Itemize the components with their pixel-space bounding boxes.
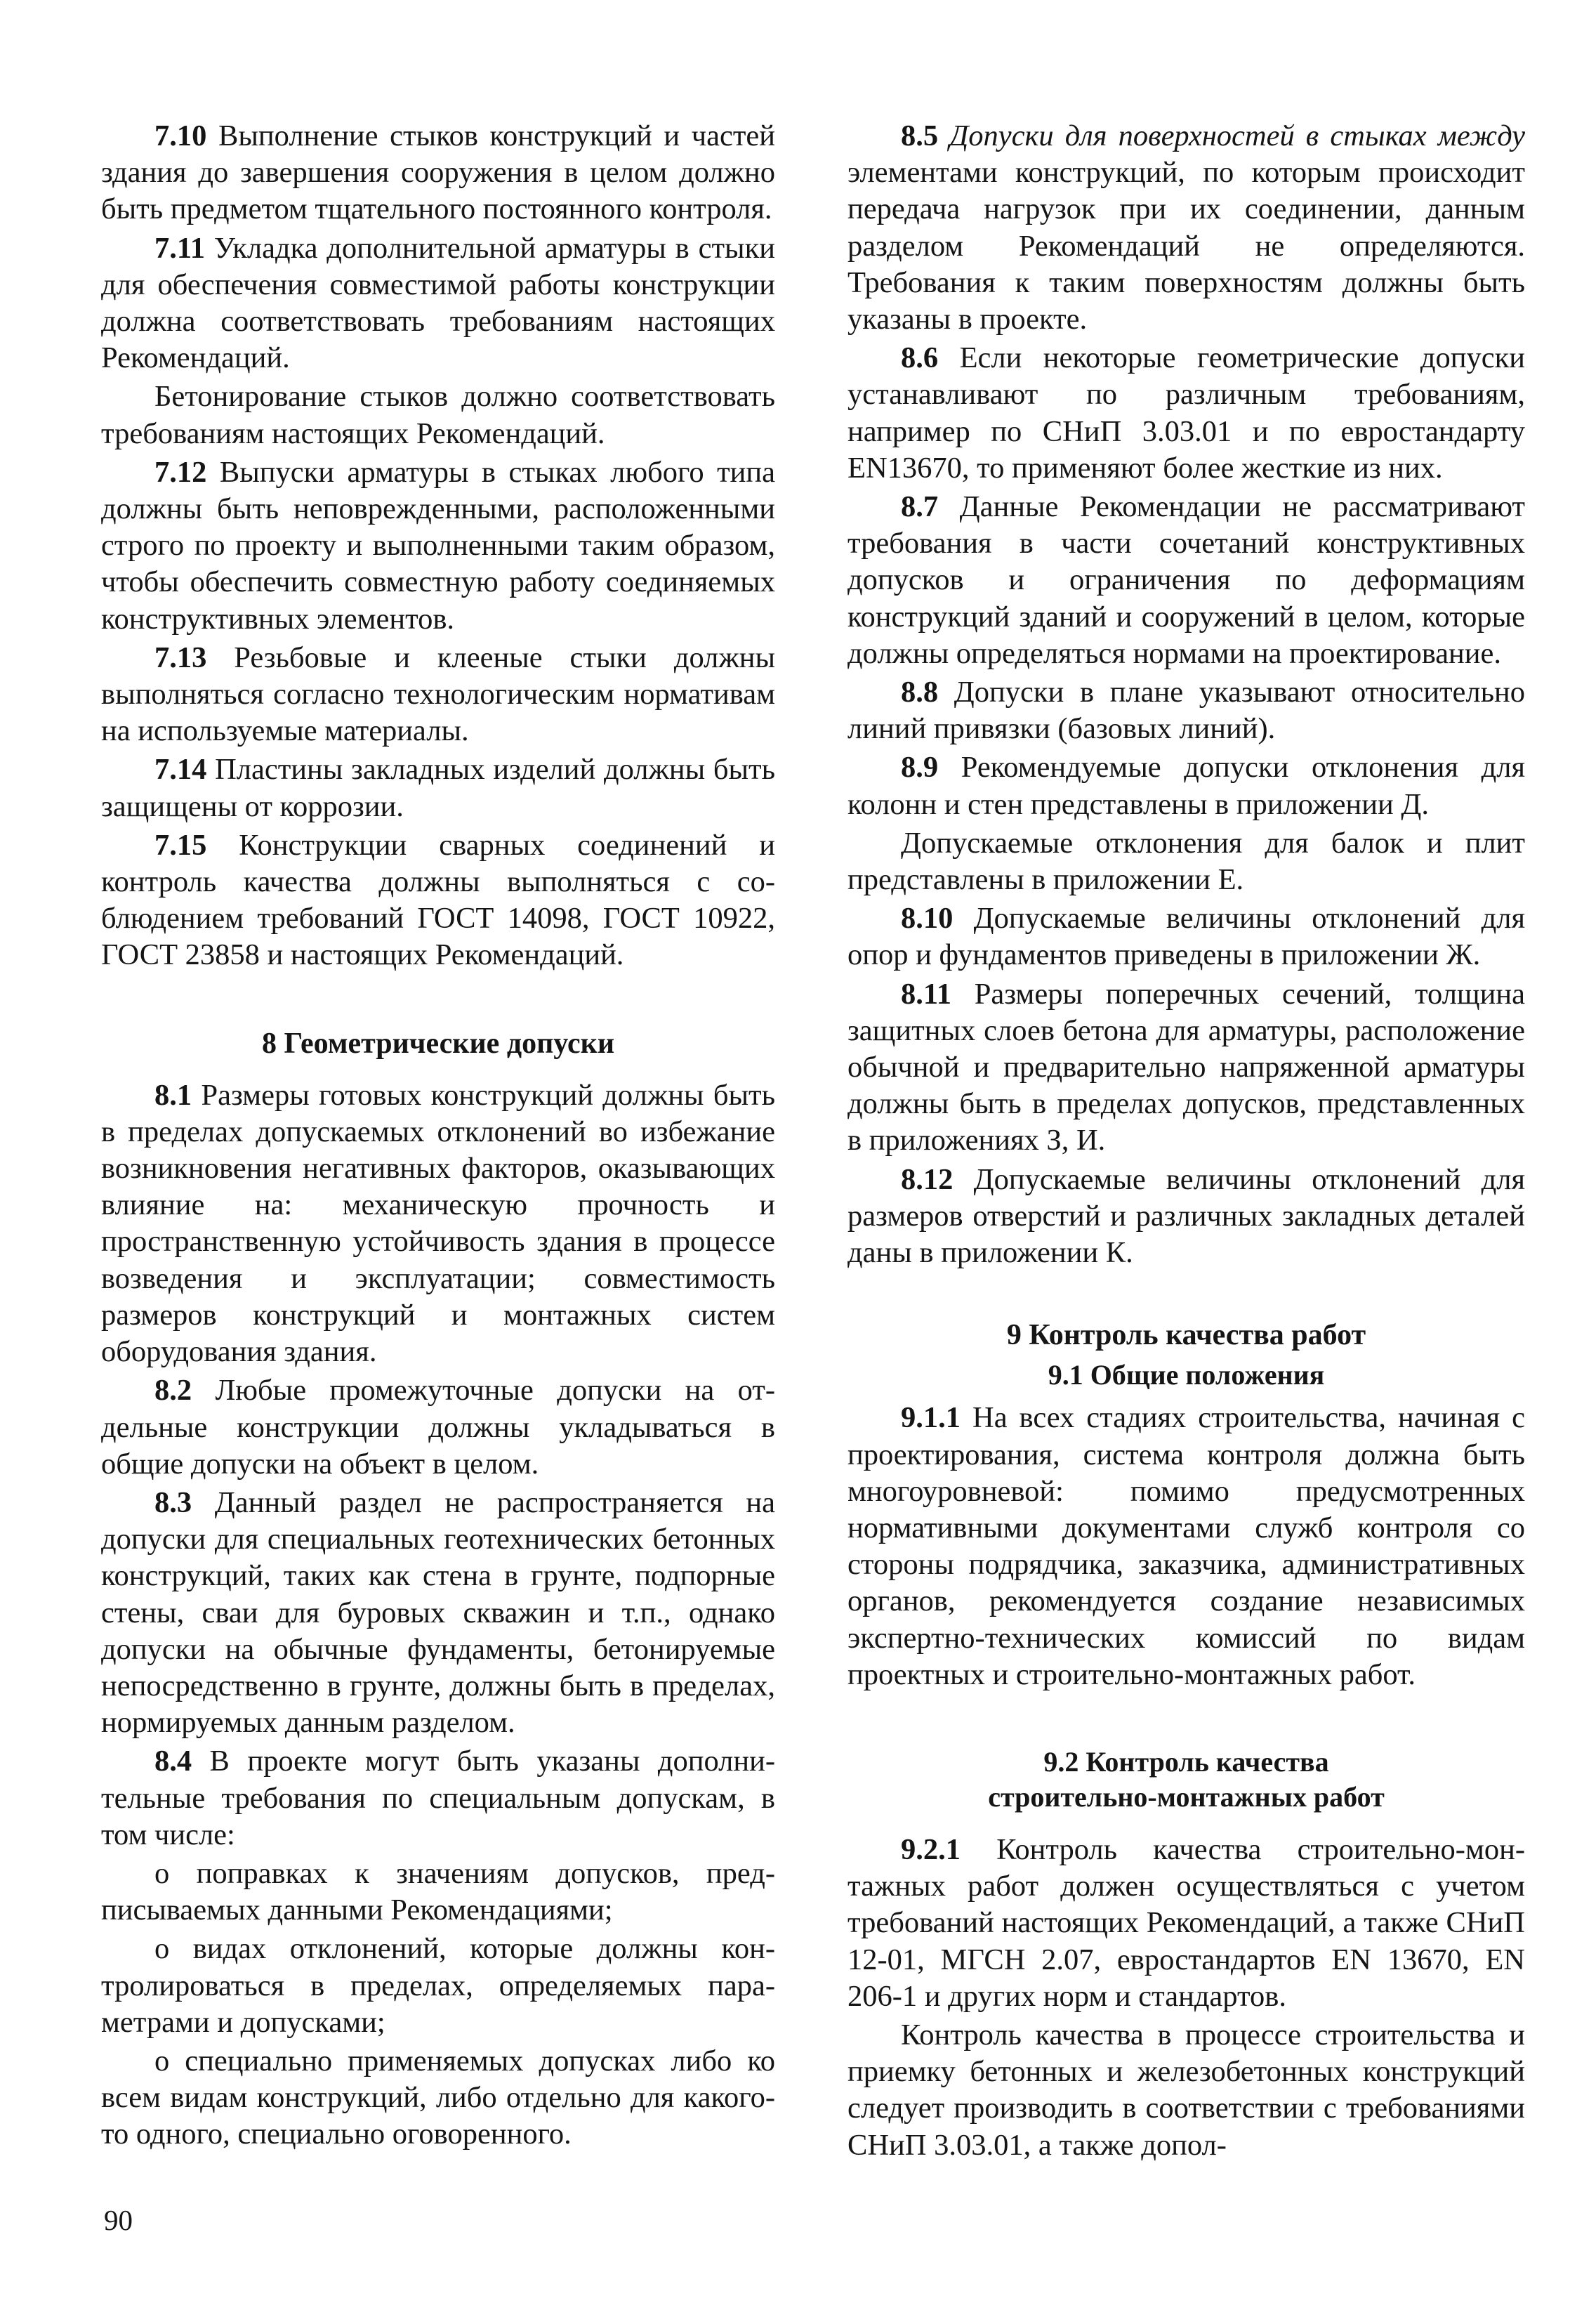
clause-number: 9.2.1	[901, 1832, 961, 1866]
paragraph	[101, 751, 775, 825]
paragraph	[101, 1485, 775, 1741]
spacer	[847, 1393, 1525, 1400]
clause-number: 7.12	[154, 455, 207, 489]
section-heading-9: 9 Контроль качества работ	[1006, 1319, 1366, 1352]
clause-number: 8.2	[154, 1374, 192, 1407]
clause-number: 7.13	[154, 641, 207, 674]
clause-text: В проекте могут быть указаны дополнительные требования по специальным допускам, в том числе:	[101, 1745, 775, 1851]
clause-text: Любые промежуточные допуски на отдельные конструкции должны укладываться в общие допуски на объект в целом.	[101, 1374, 775, 1481]
subsection-heading-9-2	[847, 1745, 1525, 1815]
clause-number: 8.1	[154, 1078, 192, 1112]
paragraph	[101, 1372, 775, 1483]
paragraph	[847, 340, 1525, 487]
paragraph	[101, 2043, 775, 2153]
clause-text: Бетонирование стыков должно соответствовать требованиям настоящих Рекомендаций.	[101, 380, 775, 450]
spacer	[101, 976, 775, 1025]
section-heading-8: 8 Геометрические допуски	[261, 1027, 615, 1060]
clause-text: Допускаемые величины отклонений для опор и фундаментов приведены в приложении Ж.	[847, 902, 1525, 972]
clause-text: Размеры поперечных сечений, толщина защитных слоев бетона для арматуры, расположение обычной и предварительно напряженной арматуры должны быть в пределах допусков, представленных в приложениях З, И.	[847, 977, 1525, 1157]
subsection-heading-9-2-line1: 9.2 Контроль качества	[1043, 1745, 1329, 1778]
clause-text: Выполнение стыков конструкций и частей здания до завершения сооружения в целом должно быть предметом тщательного постоянного контроля.	[101, 119, 775, 226]
paragraphs-section-9-2	[847, 1832, 1525, 2164]
clause-number: 8.12	[901, 1162, 954, 1196]
paragraph	[847, 749, 1525, 822]
clause-text: Выпуски арматуры в стыках любого типа должны быть неповрежденными, расположенными строго по проекту и выполненными таким образом, чтобы обеспечить совместную работу соединяемых конструктивных элементов.	[101, 455, 775, 636]
page-number: 90	[104, 2204, 133, 2236]
spacer	[847, 1815, 1525, 1832]
clause-number: 8.7	[901, 490, 939, 524]
paragraph	[847, 900, 1525, 973]
paragraph	[101, 827, 775, 974]
clause-number: 8.10	[901, 902, 954, 935]
spacer	[847, 1273, 1525, 1317]
clause-text: Контроль качества строительно-монтажных работ должен осуществляться с учетом требований настоящих Рекомендаций, а также СНиП 12-01, МГСН 2.07, евростандартов EN 13670, EN 206-1 и других норм и стандартов.	[847, 1832, 1525, 2013]
clause-text: Пластины закладных изделий должны быть защищены от коррозии.	[101, 753, 775, 823]
clause-text: На всех стадиях строительства, начиная с проектирования, система контроля должна быть многоуровневой: помимо предусмотренных нормативными документами служб контроля со стороны подрядчика, заказчика, административных органов, рекомендуется создание независимых экспертно-технических комиссий по видам проектных и строительно-монтажных работ.	[847, 1401, 1525, 1691]
paragraph	[847, 825, 1525, 898]
paragraph	[847, 1832, 1525, 2015]
paragraph	[101, 1931, 775, 2041]
clause-text: Резьбовые и клееные стыки должны выполняться согласно технологическим нормативам на используемые материалы.	[101, 641, 775, 748]
clause-text: Данные Рекомендации не рассматривают требования в части сочетаний конструктивных допусков и ограничения по деформациям конструкций зданий и сооружений в целом, которые должны определяться нормами на проектирование.	[847, 490, 1525, 670]
clause-text: Рекомендуемые допуски отклонения для колонн и стен представлены в приложении Д.	[847, 751, 1525, 821]
paragraph	[101, 379, 775, 452]
paragraph	[847, 674, 1525, 747]
clause-number: 8.4	[154, 1745, 192, 1778]
paragraphs-section-8-continued	[847, 340, 1525, 1271]
paragraph	[101, 118, 775, 228]
clause-number: 8.5	[901, 119, 939, 152]
clause-number: 8.11	[901, 977, 952, 1011]
paragraphs-section-7	[101, 118, 775, 974]
clause-number: 7.15	[154, 828, 207, 862]
paragraph	[101, 230, 775, 377]
clause-text: Данный раздел не распространяется на допуски для специальных геотехнических бетонных конструкций, таких как стена в грунте, подпорные стены, сваи для буровых скважин и т.п., однако допуски на обычные фундаменты, бетонируемые непосредственно в грунте, должны быть в пределах, нормируемых данным разделом.	[101, 1485, 775, 1740]
clause-text: Если некоторые геометрические допуски устанавливают по различным требованиям, например по СНиП 3.03.01 и по евростандарту EN13670, то применяют более жесткие из них.	[847, 341, 1525, 485]
paragraph	[847, 489, 1525, 672]
spacer	[101, 1062, 775, 1077]
clause-number: 8.9	[901, 751, 939, 784]
paragraphs-section-9-1	[847, 1400, 1525, 1693]
clause-number: 7.10	[154, 119, 207, 152]
clause-text: Укладка дополнительной арматуры в стыки для обеспечения совместимой работы конструкции должна соответствовать требованиям настоящих Рекомендаций.	[101, 231, 775, 375]
clause-number: 7.11	[154, 231, 206, 265]
paragraph	[101, 1077, 775, 1371]
clause-text: Допускаемые величины отклонений для размеров отверстий и различных закладных деталей даны в приложении К.	[847, 1162, 1525, 1270]
clause-text: о специально применяемых допусках либо ко всем видам конструкций, либо отдельно для какого-то одного, специально оговоренного.	[101, 2044, 775, 2151]
clause-number: 7.14	[154, 753, 207, 787]
left-column	[101, 118, 775, 2155]
paragraph	[101, 640, 775, 750]
clause-italic-text: Допуски для поверхностей в стыках между	[938, 119, 1525, 152]
paragraph	[101, 1743, 775, 1853]
clause-number: 9.1.1	[901, 1401, 961, 1435]
paragraph-8-5	[847, 118, 1525, 338]
clause-text: Допуски в плане указывают относительно линий привязки (базовых линий).	[847, 676, 1525, 746]
subsection-heading-9-1: 9.1 Общие положения	[1048, 1359, 1325, 1391]
paragraphs-section-8	[101, 1077, 775, 2153]
paragraph	[847, 976, 1525, 1160]
clause-text: Конструкции сварных соединений и контроль качества должны выполняться с соблюдением требований ГОСТ 14098, ГОСТ 10922, ГОСТ 23858 и настоящих Рекомендаций.	[101, 828, 775, 972]
clause-text: Размеры готовых конструкций должны быть в пределах допускаемых отклонений во избежание возникновения негативных факторов, оказывающих влияние на: механическую прочность и пространственную устойчивость здания в процессе возведения и эксплуатации; совместимость размеров конструкций и монтажных систем оборудования здания.	[101, 1078, 775, 1369]
paragraph	[847, 1162, 1525, 1272]
spacer	[847, 1695, 1525, 1745]
paragraph	[847, 2017, 1525, 2164]
right-column	[847, 118, 1525, 2166]
clause-text: Контроль качества в процессе строительства и приемку бетонных и железобетонных конструкций следует производить в соответствии с требованиями СНиП 3.03.01, а также допол-	[847, 2018, 1525, 2162]
paragraph	[101, 1856, 775, 1929]
clause-number: 8.8	[901, 676, 939, 709]
clause-number: 8.6	[901, 341, 939, 375]
paragraph	[847, 1400, 1525, 1693]
clause-text: о видах отклонений, которые должны контролироваться в пределах, определяемых параметрами и допусками;	[101, 1932, 775, 2039]
clause-text: о поправках к значениям допусков, предписываемых данными Рекомендациями;	[101, 1856, 775, 1927]
clause-text: элементами конструкций, по которым происходит передача нагрузок при их соединении, данным разделом Рекомендаций не определяются. Требования к таким поверхностям должны быть указаны в проекте.	[847, 156, 1525, 336]
subsection-heading-9-2-line2: строительно-монтажных работ	[988, 1780, 1385, 1813]
paragraph	[101, 454, 775, 638]
clause-text: Допускаемые отклонения для балок и плит представлены в приложении Е.	[847, 826, 1525, 897]
clause-number: 8.3	[154, 1485, 192, 1519]
